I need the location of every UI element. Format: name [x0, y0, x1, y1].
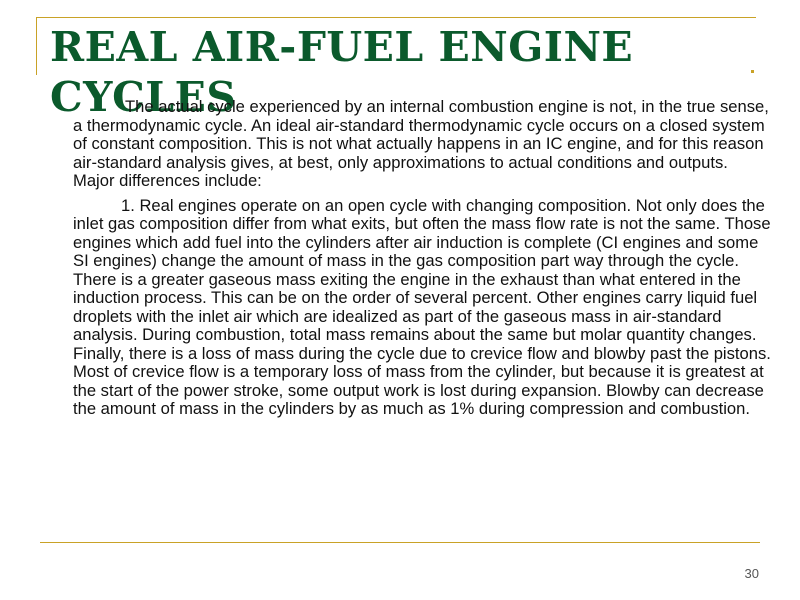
body-paragraph-difference-1: 1. Real engines operate on an open cycle with changing composition. Not only does the inlet gas composition differ from what exits, but often the mass flow rate is not the same. Those engines which add fuel into the cylinders after air induction is complete (CI engines and some SI engines) change the amount of mass in the gas composition part way through the cycle. There is a greater gaseous mass exiting the engine in the exhaust than what entered in the induction process. This can be on the order of several percent. Other engines carry liquid fuel droplets with the inlet air which are idealized as part of the gaseous mass in air-standard analysis. During combustion, total mass remains about the same but molar quantity changes. Finally, there is a loss of mass during the cycle due to crevice flow and blowby past the pistons. Most of crevice flow is a temporary loss of mass from the cylinder, but because it is greatest at the start of the power stroke, some output work is lost during expansion. Blowby can decrease the amount of mass in the cylinders by as much as 1% during compression and combustion. — [73, 195, 771, 418]
corner-dot — [751, 70, 754, 73]
page-number: 30 — [744, 566, 759, 581]
slide-title: REAL AIR-FUEL ENGINE CYCLES — [50, 23, 634, 121]
slide-body — [73, 98, 773, 419]
left-rule — [36, 17, 37, 75]
bottom-rule — [40, 542, 760, 543]
body-paragraph-intro: The actual cycle experienced by an internal combustion engine is not, in the true sense, a thermodynamic cycle. An ideal air-standard thermodynamic cycle occurs on a closed system of constant composition. This is not what actually happens in an IC engine, and for this reason air-standard analysis gives, at best, only approximations to actual conditions and outputs. Major differences include: — [73, 97, 769, 190]
top-rule — [36, 17, 756, 18]
